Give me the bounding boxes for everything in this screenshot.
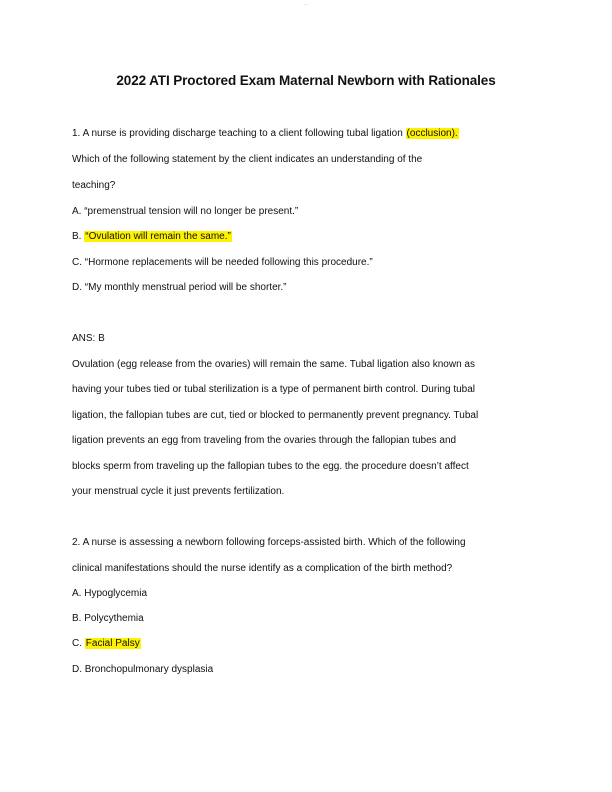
q1-option-d: D. “My monthly menstrual period will be shorter.” <box>72 282 287 293</box>
q2-option-c-prefix: C. <box>72 638 85 649</box>
q1-rationale-line: your menstrual cycle it just prevents fertilization. <box>72 486 285 497</box>
q1-rationale-line: ligation prevents an egg from traveling from the ovaries through the fallopian tubes and <box>72 435 457 446</box>
q1-option-b <box>72 231 232 243</box>
q1-stem-line-3: teaching? <box>72 180 116 191</box>
q2-option-b: B. Polycythemia <box>72 613 144 624</box>
q2-stem-line-1: 2. A nurse is assessing a newborn following forceps-assisted birth. Which of the following <box>72 537 466 548</box>
q1-rationale-line: having your tubes tied or tubal sterilization is a type of permanent birth control. During tubal <box>72 384 475 395</box>
q1-stem-highlight: (occlusion). <box>406 128 458 139</box>
q1-option-b-highlight: “Ovulation will remain the same.” <box>85 231 231 242</box>
q2-option-d: D. Bronchopulmonary dysplasia <box>72 664 214 675</box>
q1-stem-line-1 <box>72 128 459 140</box>
q1-answer: ANS: B <box>72 333 105 344</box>
q1-option-c: C. “Hormone replacements will be needed following this procedure.” <box>72 257 373 268</box>
q1-stem-text: 1. A nurse is providing discharge teaching to a client following tubal ligation <box>72 128 406 139</box>
q1-rationale-line: ligation, the fallopian tubes are cut, tied or blocked to permanently prevent pregnancy. Tubal <box>72 410 479 421</box>
q2-stem-line-2: clinical manifestations should the nurse identify as a complication of the birth method? <box>72 563 453 574</box>
q2-option-a: A. Hypoglycemia <box>72 588 148 599</box>
q1-rationale-line: blocks sperm from traveling up the fallopian tubes to the egg. the procedure doesn’t affect <box>72 461 469 472</box>
page-title: 2022 ATI Proctored Exam Maternal Newborn with Rationales <box>116 73 496 88</box>
q1-stem-line-2: Which of the following statement by the client indicates an understanding of the <box>72 154 423 165</box>
q1-option-b-prefix: B. <box>72 231 85 242</box>
q2-option-c <box>72 638 141 650</box>
header-mark: ... <box>303 0 309 7</box>
q1-rationale-line: Ovulation (egg release from the ovaries) will remain the same. Tubal ligation also known as <box>72 359 475 370</box>
q1-option-a: A. “premenstrual tension will no longer be present.” <box>72 206 299 217</box>
q2-option-c-highlight: Facial Palsy <box>85 638 140 649</box>
